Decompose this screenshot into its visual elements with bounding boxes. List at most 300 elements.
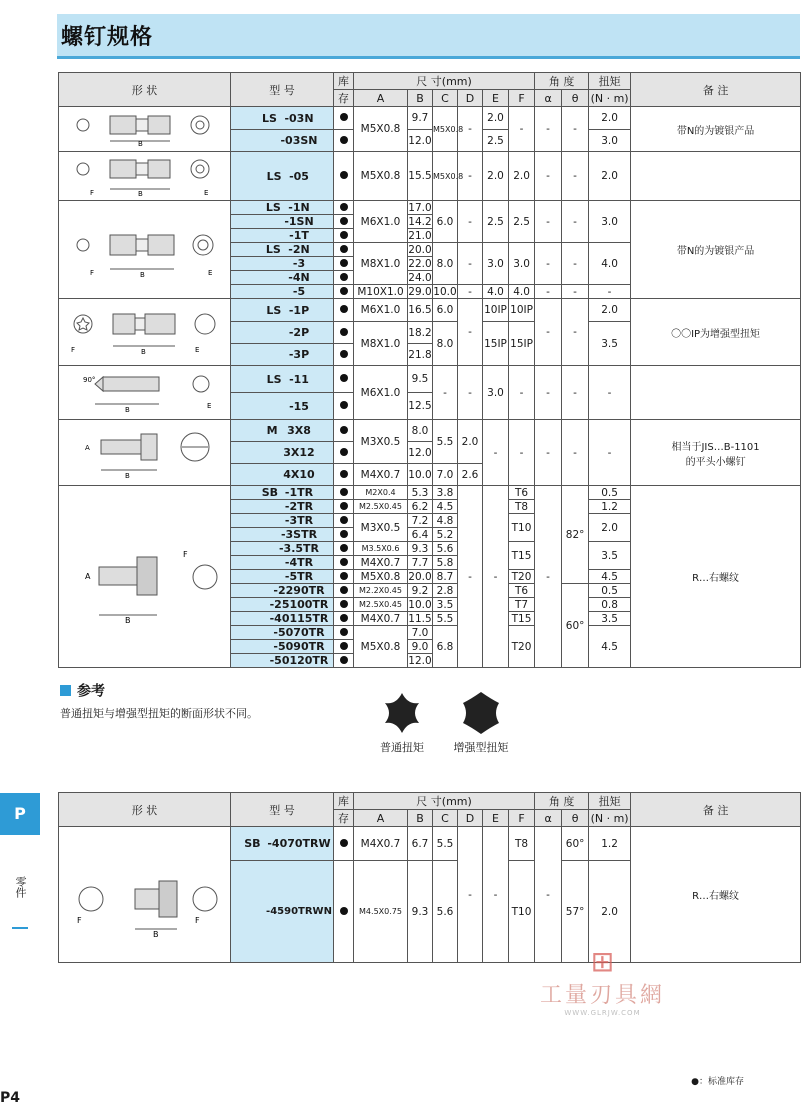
header-f: F — [509, 90, 535, 107]
svg-text:90°: 90° — [82, 376, 95, 384]
table-cell — [334, 500, 354, 514]
table-cell: T8 — [509, 500, 535, 514]
table-cell — [334, 344, 354, 366]
table-cell: 1.2 — [589, 500, 631, 514]
table-cell: 57° — [562, 861, 589, 963]
page-number: P4 — [0, 1090, 21, 1106]
table-cell: - — [483, 486, 509, 668]
table-cell: 9.3 — [408, 542, 433, 556]
stock-dot-icon — [340, 426, 348, 434]
table-cell: - — [509, 420, 535, 486]
cell-f: - — [509, 107, 535, 152]
table-cell: T6 — [509, 486, 535, 500]
reference-heading: 参考 — [77, 683, 105, 700]
stock-dot-icon — [340, 328, 348, 336]
header-cell: α — [535, 810, 562, 827]
svg-text:B: B — [137, 189, 143, 198]
table-cell: 3.0 — [483, 366, 509, 420]
table-cell: 2.6 — [458, 464, 483, 486]
table-cell: M4.5X0.75 — [354, 861, 408, 963]
table-cell: T15 — [509, 612, 535, 626]
table-cell: - — [535, 366, 562, 420]
table-cell: M2.5X0.45 — [354, 598, 408, 612]
table-cell — [334, 861, 354, 963]
header-cell: E — [483, 810, 509, 827]
table-cell — [334, 152, 354, 201]
stock-dot-icon — [340, 259, 348, 267]
table-cell: 〇〇IP为增强型扭矩 — [631, 299, 801, 366]
table-cell: 7.0 — [433, 464, 458, 486]
table-cell: 2.5 — [483, 201, 509, 243]
table-cell: 4.0 — [509, 285, 535, 299]
table-cell: 1.2 — [589, 827, 631, 861]
table-cell: T10 — [509, 861, 535, 963]
table-cell: 10.0 — [408, 464, 433, 486]
table-cell: 8.0 — [433, 322, 458, 366]
watermark-text: 工量刃具網 — [540, 983, 666, 1008]
stock-dot-icon — [340, 203, 348, 211]
table-cell: -3.5TR — [231, 542, 334, 556]
header-cell: θ — [562, 810, 589, 827]
table-cell: -3P — [231, 344, 334, 366]
table-cell: 9.5 — [408, 366, 433, 393]
svg-text:F: F — [89, 188, 94, 197]
stock-dot-icon — [340, 502, 348, 510]
header-angle: 角 度 — [535, 73, 589, 90]
table-cell — [334, 570, 354, 584]
table-cell: 3.8 — [433, 486, 458, 500]
shape-sb — [59, 486, 231, 668]
svg-text:F: F — [70, 345, 75, 354]
table-cell: M6X1.0 — [354, 366, 408, 420]
table-cell: M4X0.7 — [354, 827, 408, 861]
table-cell: - — [535, 420, 562, 486]
table-cell: - — [458, 366, 483, 420]
table-cell: 4.5 — [589, 570, 631, 584]
table-cell — [334, 130, 354, 152]
stock-dot-icon — [340, 642, 348, 650]
model-code: -03SN — [280, 134, 318, 147]
table-cell: 14.2 — [408, 215, 432, 228]
svg-text:E: E — [206, 402, 211, 410]
table-cell: - — [535, 827, 562, 963]
spec-table — [58, 72, 801, 668]
shape-ls1p — [59, 299, 231, 366]
header-torque: 扭矩 — [589, 73, 631, 90]
svg-text:B: B — [124, 406, 130, 414]
stock-dot-icon — [340, 558, 348, 566]
header-row-1 — [59, 73, 801, 90]
stock-dot-icon — [340, 245, 348, 253]
stock-dot-icon — [340, 374, 348, 382]
side-tab-letter[interactable]: P — [0, 793, 40, 835]
header-d: D — [458, 90, 483, 107]
header-stock-2: 存 — [334, 90, 354, 107]
table-cell: 0.8 — [589, 598, 631, 612]
cell-theta: - — [562, 107, 589, 152]
side-tab[interactable] — [0, 793, 40, 929]
shape-sb-w — [59, 827, 231, 963]
cell-b: 9.7 — [408, 107, 433, 130]
header-remark: 备 注 — [631, 73, 801, 107]
table-cell: LS -1P — [231, 299, 334, 322]
table-cell: -3TR — [231, 514, 334, 528]
table-cell: -2TR — [231, 500, 334, 514]
table-cell — [334, 201, 354, 215]
stock-dot-icon — [340, 839, 348, 847]
table-cell: SB -4070TRW — [231, 827, 334, 861]
cell-a: M5X0.8 — [354, 107, 408, 152]
table-cell: 6.4 — [408, 528, 433, 542]
table-cell: - — [509, 366, 535, 420]
table-cell: 20.0 — [408, 570, 432, 583]
svg-text:F: F — [182, 550, 188, 559]
table-cell — [334, 229, 354, 243]
table-cell: 5.3 — [408, 486, 433, 500]
table-cell: -5TR — [231, 570, 334, 584]
table-cell: 3X12 — [231, 442, 334, 464]
table-cell: R…右螺纹 — [631, 486, 801, 668]
table-cell: M5X0.8 — [433, 152, 458, 201]
table-cell: R…右螺纹 — [631, 827, 801, 963]
stock-dot-icon — [340, 656, 348, 664]
cell-note: 带N的为镀银产品 — [631, 107, 801, 152]
table-cell: 2.0 — [458, 420, 483, 464]
table-cell: - — [535, 152, 562, 201]
cell-torque: 2.0 — [589, 107, 631, 130]
table-cell — [334, 612, 354, 626]
table-cell: M10X1.0 — [354, 285, 408, 299]
table-cell: 21.0 — [408, 229, 432, 242]
table-cell: - — [589, 420, 631, 486]
table-cell: - — [535, 201, 562, 243]
table-cell: M 3X8 — [231, 420, 334, 442]
torx-normal-icon — [379, 690, 425, 736]
stock-dot-icon — [340, 586, 348, 594]
table-cell: -40115TR — [231, 612, 334, 626]
table-cell: LS -2N — [231, 243, 334, 257]
header-model: 型 号 — [231, 73, 334, 107]
table-cell: M3X0.5 — [354, 420, 408, 464]
table-cell: SB -1TR — [231, 486, 334, 500]
table-cell — [334, 257, 354, 271]
stock-dot-icon — [340, 516, 348, 524]
table-cell: T7 — [509, 598, 535, 612]
table-cell: 3.5 — [433, 598, 458, 612]
table-cell: 4.5 — [589, 626, 631, 668]
table-cell — [334, 514, 354, 528]
title-bar — [57, 14, 800, 59]
stock-dot-icon — [340, 600, 348, 608]
table-cell: 15IP — [483, 322, 509, 366]
table-cell: M5X0.8 — [354, 152, 408, 201]
table-cell: 8.0 — [408, 420, 433, 442]
cell-e: 2.0 — [483, 107, 509, 130]
table-cell: 5.6 — [433, 542, 458, 556]
stock-dot-icon — [340, 231, 348, 239]
shape-ls05 — [59, 152, 231, 201]
model-code: -05 — [289, 169, 309, 183]
stock-dot-icon — [340, 273, 348, 281]
table-cell: - — [535, 243, 562, 285]
section-marker-icon — [60, 685, 71, 696]
torx-enhanced-icon — [458, 690, 504, 736]
table-cell: - — [458, 152, 483, 201]
table-cell — [334, 654, 354, 668]
table-cell: 5.5 — [433, 827, 458, 861]
svg-text:B: B — [152, 930, 158, 939]
table-cell: 3.0 — [589, 201, 631, 243]
table-cell: 2.0 — [589, 152, 631, 201]
stock-dot-icon — [340, 401, 348, 409]
table-cell: 4X10 — [231, 464, 334, 486]
table-cell: 21.8 — [408, 344, 433, 366]
table-cell: 15IP — [509, 322, 535, 366]
table-cell: 60° — [562, 827, 589, 861]
table-cell: 10.0 — [433, 285, 457, 298]
reference-section — [60, 680, 258, 721]
table-cell: M4X0.7 — [354, 464, 408, 486]
side-tab-label: 零件 — [12, 835, 28, 929]
header-e: E — [483, 90, 509, 107]
series-label: LS — [261, 111, 277, 125]
table-cell: 5.5 — [433, 612, 458, 626]
table-cell — [334, 271, 354, 285]
page-title: 螺钉规格 — [61, 25, 154, 50]
table-cell: -1T — [231, 229, 334, 243]
torx-enhanced — [446, 690, 516, 755]
table-cell: 7.2 — [408, 514, 433, 528]
table-cell: -4TR — [231, 556, 334, 570]
svg-text:B: B — [137, 139, 143, 148]
stock-dot-icon — [340, 530, 348, 538]
table-cell: -2290TR — [231, 584, 334, 598]
table-cell: M4X0.7 — [354, 612, 408, 626]
torx-enhanced-label: 增强型扭矩 — [453, 741, 509, 754]
svg-text:E: E — [203, 188, 208, 197]
stock-dot-icon — [340, 470, 348, 478]
header-c: C — [433, 90, 458, 107]
table-cell: 15.5 — [408, 152, 433, 201]
table-cell: 12.5 — [408, 393, 433, 420]
stock-dot-icon — [340, 350, 348, 358]
table-cell: 2.5 — [509, 201, 535, 243]
table-cell: 6.0 — [433, 299, 458, 322]
svg-text:A: A — [84, 572, 90, 581]
table-cell: -5 — [231, 285, 334, 299]
table-cell: M2.5X0.45 — [354, 500, 408, 514]
table-cell: M5X0.8 — [354, 570, 408, 584]
table-cell: 8.0 — [433, 243, 458, 285]
table-cell — [334, 598, 354, 612]
watermark-logo-icon: ⊞ — [590, 945, 615, 978]
shape-m — [59, 420, 231, 486]
watermark-url: WWW.GLRJW.COM — [564, 1009, 641, 1017]
shape-ls03 — [59, 107, 231, 152]
cell-torque: 3.0 — [589, 130, 631, 152]
table-cell: M6X1.0 — [354, 299, 408, 322]
header-theta: θ — [562, 90, 589, 107]
table-cell — [334, 299, 354, 322]
table-cell: 6.0 — [433, 201, 458, 243]
table-cell: - — [535, 299, 562, 366]
table-cell: - — [562, 420, 589, 486]
table-cell: 5.5 — [433, 420, 458, 464]
table-cell — [334, 542, 354, 556]
table-cell: 60° — [562, 584, 589, 668]
table-cell: 9.0 — [408, 640, 433, 654]
table-cell: 12.0 — [408, 654, 432, 667]
header-shape: 形 状 — [59, 73, 231, 107]
table-cell — [334, 420, 354, 442]
table-cell: M2.2X0.45 — [354, 584, 408, 598]
table-cell: 2.0 — [589, 861, 631, 963]
torx-normal-label: 普通扭矩 — [380, 741, 424, 754]
table-cell: M3.5X0.6 — [354, 542, 408, 556]
table-cell: - — [562, 201, 589, 243]
table-cell: 22.0 — [408, 257, 432, 270]
table-cell: M3X0.5 — [354, 514, 408, 542]
table-cell: 3.5 — [589, 542, 631, 570]
reference-text: 普通扭矩与增强型扭矩的断面形状不同。 — [60, 706, 258, 720]
table-cell: -50120TR — [231, 654, 334, 668]
table-cell: 5.6 — [433, 861, 458, 963]
stock-dot-icon — [340, 113, 348, 121]
header-a: A — [354, 90, 408, 107]
header-cell: 角 度 — [535, 793, 589, 810]
table-cell: 3.5 — [589, 612, 631, 626]
table-cell: 7.7 — [408, 556, 433, 570]
table-cell: 4.0 — [483, 285, 509, 299]
table-cell: -1SN — [231, 215, 334, 229]
watermark — [540, 945, 665, 1017]
table-cell: M4X0.7 — [354, 556, 408, 570]
header-cell: 库 — [334, 793, 354, 810]
table-cell: - — [458, 299, 483, 366]
stock-dot-icon — [340, 305, 348, 313]
shape-ls11 — [59, 366, 231, 420]
table-cell: LS -11 — [231, 366, 334, 393]
table-cell — [334, 285, 354, 299]
table-cell: - — [483, 420, 509, 486]
table-cell: 29.0 — [408, 285, 432, 298]
table-cell: -3 — [231, 257, 334, 271]
table-cell — [334, 442, 354, 464]
table-cell: 5.2 — [433, 528, 458, 542]
cell-c: M5X0.8 — [433, 107, 458, 152]
table-cell: 16.5 — [408, 299, 433, 322]
header-cell: 扭矩 — [589, 793, 631, 810]
table-cell: -5090TR — [231, 640, 334, 654]
table-cell: - — [589, 285, 631, 299]
svg-text:A: A — [84, 444, 90, 452]
table-cell: 2.0 — [589, 299, 631, 322]
header-cell: (N · m) — [590, 811, 629, 825]
table-cell: 2.0 — [509, 152, 535, 201]
table-cell: -25100TR — [231, 598, 334, 612]
table-cell: - — [535, 486, 562, 668]
table-cell — [334, 322, 354, 344]
table-cell: 8.7 — [433, 570, 458, 584]
table-cell: 10IP — [509, 299, 535, 322]
header-cell: F — [509, 810, 535, 827]
table-cell — [231, 107, 334, 130]
table-cell: - — [535, 285, 562, 299]
table-cell — [334, 393, 354, 420]
table-cell — [334, 486, 354, 500]
table-cell: 6.2 — [408, 500, 433, 514]
table-cell: - — [433, 366, 458, 420]
header-dims: 尺 寸(mm) — [354, 73, 535, 90]
stock-dot-icon — [340, 171, 348, 179]
table-cell: 4.8 — [433, 514, 458, 528]
header-cell: C — [433, 810, 458, 827]
table-cell: M2X0.4 — [354, 486, 408, 500]
table-cell — [334, 215, 354, 229]
table-cell: T20 — [509, 570, 535, 584]
cell-alpha: - — [535, 107, 562, 152]
table-cell: 3.0 — [509, 243, 535, 285]
table-cell — [334, 107, 354, 130]
table-cell: -3STR — [231, 528, 334, 542]
table-cell: 24.0 — [408, 271, 432, 284]
svg-text:E: E — [194, 345, 199, 354]
table-cell: 4.5 — [433, 500, 458, 514]
table-cell: 5.8 — [433, 556, 458, 570]
spec-table-2 — [58, 792, 801, 963]
header-stock: 库 — [334, 73, 354, 90]
table-cell: 7.0 — [408, 626, 433, 640]
table-cell: - — [483, 827, 509, 963]
table-cell: - — [562, 152, 589, 201]
table-cell: 2.0 — [589, 514, 631, 542]
svg-text:B: B — [139, 271, 145, 279]
header-cell: B — [408, 810, 433, 827]
table-cell: 0.5 — [589, 584, 631, 598]
table-cell: - — [458, 243, 483, 285]
table-cell: 9.3 — [408, 861, 433, 963]
table-cell: - — [562, 299, 589, 366]
table-cell: - — [458, 827, 483, 963]
table-cell — [334, 626, 354, 640]
table-cell: 10.0 — [408, 598, 432, 611]
stock-dot-icon — [340, 544, 348, 552]
table-cell: 9.2 — [408, 584, 433, 598]
header-torque-unit: (N · m) — [590, 91, 629, 105]
header-cell: 型 号 — [231, 793, 334, 827]
header-cell: A — [354, 810, 408, 827]
table-cell: T10 — [509, 514, 535, 542]
stock-dot-icon — [340, 217, 348, 225]
table-cell: 20.0 — [408, 243, 432, 256]
table-cell: -4590TRWN — [231, 861, 334, 963]
table-cell: 0.5 — [589, 486, 631, 500]
table-cell — [334, 243, 354, 257]
svg-text:B: B — [124, 472, 130, 480]
stock-dot-icon — [340, 448, 348, 456]
table-cell: 11.5 — [408, 612, 432, 625]
table-cell: T6 — [509, 584, 535, 598]
table-cell: 2.8 — [433, 584, 458, 598]
table-cell: -5070TR — [231, 626, 334, 640]
legend: ●：标准库存 — [691, 1077, 744, 1087]
table-cell: LS -1N — [231, 201, 334, 215]
header-cell: 备 注 — [631, 793, 801, 827]
table-cell — [334, 366, 354, 393]
table-cell: - — [562, 243, 589, 285]
table-cell: 17.0 — [408, 201, 432, 214]
table-cell: - — [562, 366, 589, 420]
